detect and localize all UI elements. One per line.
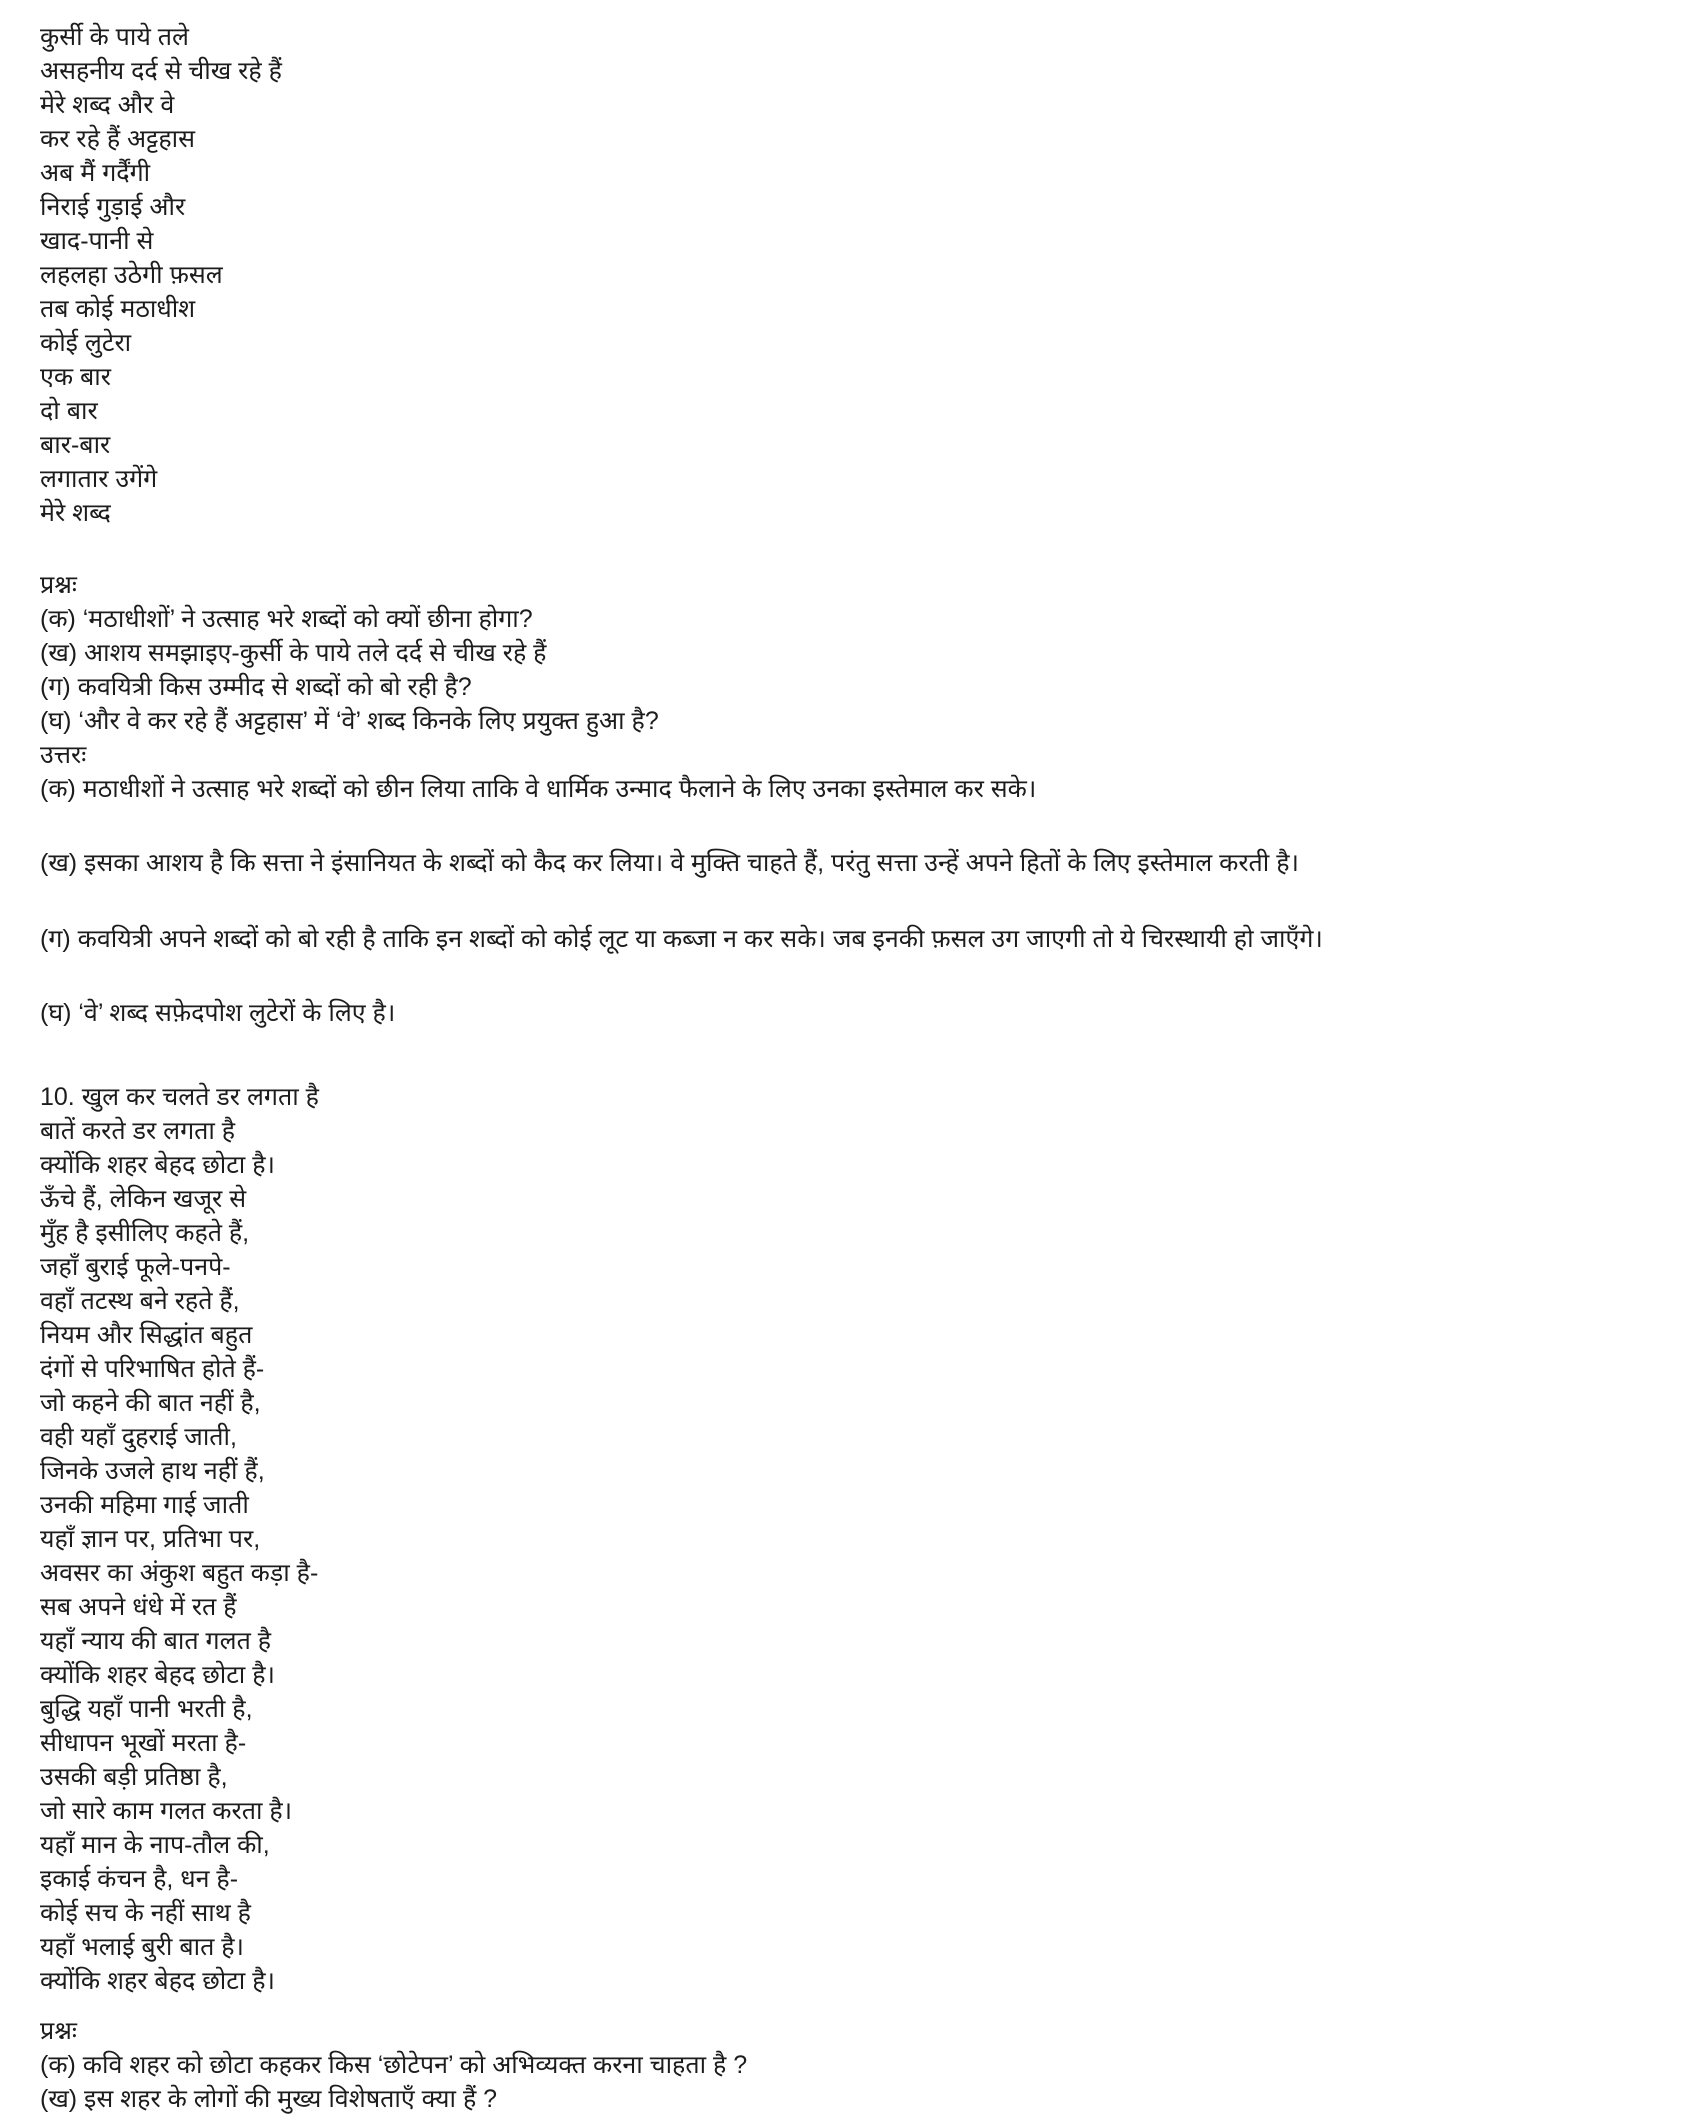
poem-9-block [40, 20, 1700, 530]
poem-line: अब मैं गर्दैंगी [40, 159, 151, 187]
poem-line: ऊँचे हैं, लेकिन खजूर से [40, 1185, 247, 1213]
poem-line: कोई सच के नहीं साथ है [40, 1899, 251, 1927]
poem-line: कर रहे हैं अट्टहास [40, 125, 196, 153]
poem-line: क्योंकि शहर बेहद छोटा है। [40, 1967, 275, 1995]
poem-line: जो सारे काम गलत करता है। [40, 1797, 293, 1825]
answer-item: (ख) इसका आशय है कि सत्ता ने इंसानियत के शब्दों को कैद कर लिया। वे मुक्ति चाहते हैं, परंतु सत्ता उन्हें अपने हितों के लिए इस्तेमाल करती है। [40, 849, 1299, 877]
poem-line: मेरे शब्द और वे [40, 91, 175, 119]
poem-line: नियम और सिद्धांत बहुत [40, 1321, 253, 1349]
poem-line: लहलहा उठेगी फ़सल [40, 261, 223, 289]
poem-line: जिनके उजले हाथ नहीं हैं, [40, 1457, 265, 1485]
poem-line: बुद्धि यहाँ पानी भरती है, [40, 1695, 253, 1723]
poem-line: असहनीय दर्द से चीख रहे हैं [40, 57, 282, 85]
poem-line: जो कहने की बात नहीं है, [40, 1389, 261, 1417]
answer-item: (क) मठाधीशों ने उत्साह भरे शब्दों को छीन लिया ताकि वे धार्मिक उन्माद फैलाने के लिए उनका इस्तेमाल कर सके। [40, 775, 1037, 803]
questions-9-block [40, 568, 1700, 806]
document-page [40, 20, 1700, 2116]
poem-line: एक बार [40, 363, 111, 391]
poem-line: जहाँ बुराई फूले-पनपे- [40, 1253, 231, 1281]
poem-line: वही यहाँ दुहराई जाती, [40, 1423, 237, 1451]
poem-line: सब अपने धंधे में रत हैं [40, 1593, 237, 1621]
poem-line: तब कोई मठाधीश [40, 295, 196, 323]
poem-line: लगातार उगेंगे [40, 465, 158, 493]
poem-line: 10. खुल कर चलते डर लगता है [40, 1083, 319, 1111]
poem-line: इकाई कंचन है, धन है- [40, 1865, 239, 1893]
question-item: (घ) ‘और वे कर रहे हैं अट्टहास’ में ‘वे’ शब्द किनके लिए प्रयुक्त हुआ है? [40, 707, 659, 735]
question-item: (ग) कवयित्री किस उम्मीद से शब्दों को बो रही है? [40, 673, 472, 701]
questions-heading: प्रश्नः [40, 2017, 77, 2045]
questions-heading: प्रश्नः [40, 571, 77, 599]
poem-line: वहाँ तटस्थ बने रहते हैं, [40, 1287, 240, 1315]
poem-line: बार-बार [40, 431, 111, 459]
poem-line: मुँह है इसीलिए कहते हैं, [40, 1219, 250, 1247]
poem-line: यहाँ भलाई बुरी बात है। [40, 1933, 245, 1961]
question-item: (ख) इस शहर के लोगों की मुख्य विशेषताएँ क्या हैं ? [40, 2085, 498, 2113]
poem-line: क्योंकि शहर बेहद छोटा है। [40, 1661, 275, 1689]
poem-10-block [40, 1080, 1700, 1998]
poem-line: कुर्सी के पाये तले [40, 23, 189, 51]
poem-line: यहाँ मान के नाप-तौल की, [40, 1831, 270, 1859]
poem-line: कोई लुटेरा [40, 329, 132, 357]
poem-line: मेरे शब्द [40, 499, 111, 527]
poem-line: सीधापन भूखों मरता है- [40, 1729, 247, 1757]
answer-item: (घ) ‘वे’ शब्द सफ़ेदपोश लुटेरों के लिए है। [40, 999, 396, 1027]
poem-line: यहाँ न्याय की बात गलत है [40, 1627, 272, 1655]
poem-line: उनकी महिमा गाई जाती [40, 1491, 249, 1519]
poem-line: यहाँ ज्ञान पर, प्रतिभा पर, [40, 1525, 261, 1553]
poem-line: दो बार [40, 397, 98, 425]
poem-line: दंगों से परिभाषित होते हैं- [40, 1355, 265, 1383]
poem-line: क्योंकि शहर बेहद छोटा है। [40, 1151, 275, 1179]
poem-line: निराई गुड़ाई और [40, 193, 186, 221]
poem-line: उसकी बड़ी प्रतिष्ठा है, [40, 1763, 228, 1791]
poem-line: खाद-पानी से [40, 227, 154, 255]
answers-heading: उत्तरः [40, 741, 87, 769]
question-item: (क) कवि शहर को छोटा कहकर किस ‘छोटेपन’ को अभिव्यक्त करना चाहता है ? [40, 2051, 748, 2079]
questions-10-block [40, 2014, 1700, 2116]
question-item: (ख) आशय समझाइए-कुर्सी के पाये तले दर्द से चीख रहे हैं [40, 639, 547, 667]
poem-line: अवसर का अंकुश बहुत कड़ा है- [40, 1559, 319, 1587]
poem-line: बातें करते डर लगता है [40, 1117, 236, 1145]
answer-item: (ग) कवयित्री अपने शब्दों को बो रही है ताकि इन शब्दों को कोई लूट या कब्जा न कर सके। जब इनकी फ़सल उग जाएगी तो ये चिरस्थायी हो जाएँगे। [40, 925, 1323, 953]
question-item: (क) ‘मठाधीशों’ ने उत्साह भरे शब्दों को क्यों छीना होगा? [40, 605, 533, 633]
